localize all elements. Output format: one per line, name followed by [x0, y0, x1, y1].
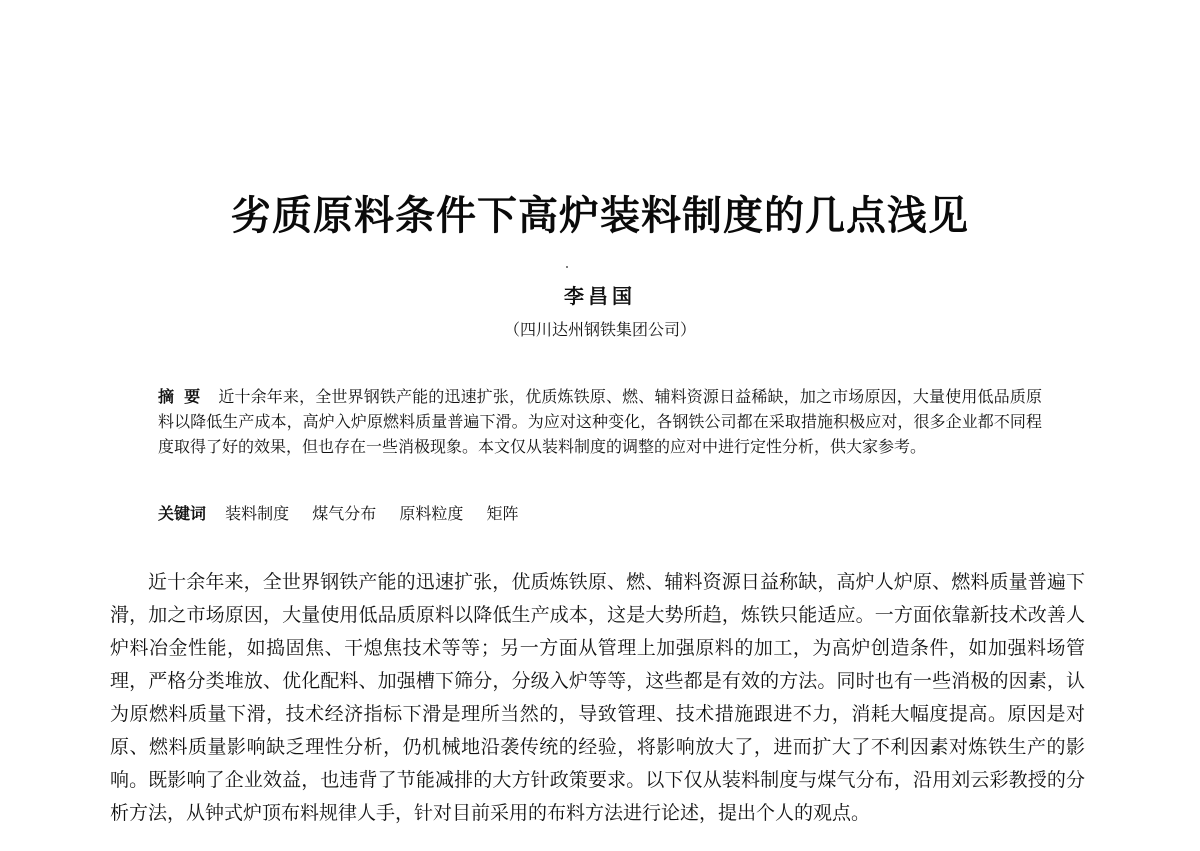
abstract-label: 摘要 — [158, 387, 211, 406]
author-affiliation: （四川达州钢铁集团公司） — [503, 320, 696, 339]
keywords-label: 关键词 — [158, 504, 207, 523]
keyword-item: 装料制度 — [225, 504, 290, 523]
abstract-text: 近十余年来，全世界钢铁产能的迅速扩张，优质炼铁原、燃、辅料资源日益稀缺，加之市场原因，大量使用低品质原料以降低生产成本，高炉入炉原燃料质量普遍下滑。为应对这种变化，各钢铁公司都在采取措施积极应对，很多企业都不同程度取得了好的效果，但也存在一些消极现象。本文仅从装料制度的调整的应对中进行定性分析，供大家参考。 — [158, 387, 1042, 456]
keyword-item: 煤气分布 — [312, 504, 377, 523]
keywords-block — [158, 501, 1042, 526]
scan-speck — [566, 266, 568, 268]
keyword-item: 原料粒度 — [399, 504, 464, 523]
keyword-item: 矩阵 — [486, 504, 519, 523]
paper-title: 劣质原料条件下高炉装料制度的几点浅见 — [231, 193, 969, 239]
author-name: 李昌国 — [564, 284, 636, 308]
body-paragraph: 近十余年来，全世界钢铁产能的迅速扩张，优质炼铁原、燃、辅料资源日益称缺，高炉人炉原、燃料质量普遍下滑，加之市场原因，大量使用低品质原料以降低生产成本，这是大势所趋，炼铁只能适应。一方面依靠新技术改善人炉料冶金性能，如捣固焦、干熄焦技术等等；另一方面从管理上加强原料的加工，为高炉创造条件，如加强料场管理，严格分类堆放、优化配料、加强槽下筛分，分级入炉等等，这些都是有效的方法。同时也有一些消极的因素，认为原燃料质量下滑，技术经济指标下滑是理所当然的，导致管理、技术措施跟进不力，消耗大幅度提高。原因是对原、燃料质量影响缺乏理性分析，仍机械地沿袭传统的经验，将影响放大了，进而扩大了不利因素对炼铁生产的影响。既影响了企业效益，也违背了节能减排的大方针政策要求。以下仅从装料制度与煤气分布，沿用刘云彩教授的分析方法，从钟式炉顶布料规律人手，针对目前采用的布料方法进行论述，提出个人的观点。 — [110, 571, 1085, 824]
abstract-block — [158, 384, 1042, 459]
